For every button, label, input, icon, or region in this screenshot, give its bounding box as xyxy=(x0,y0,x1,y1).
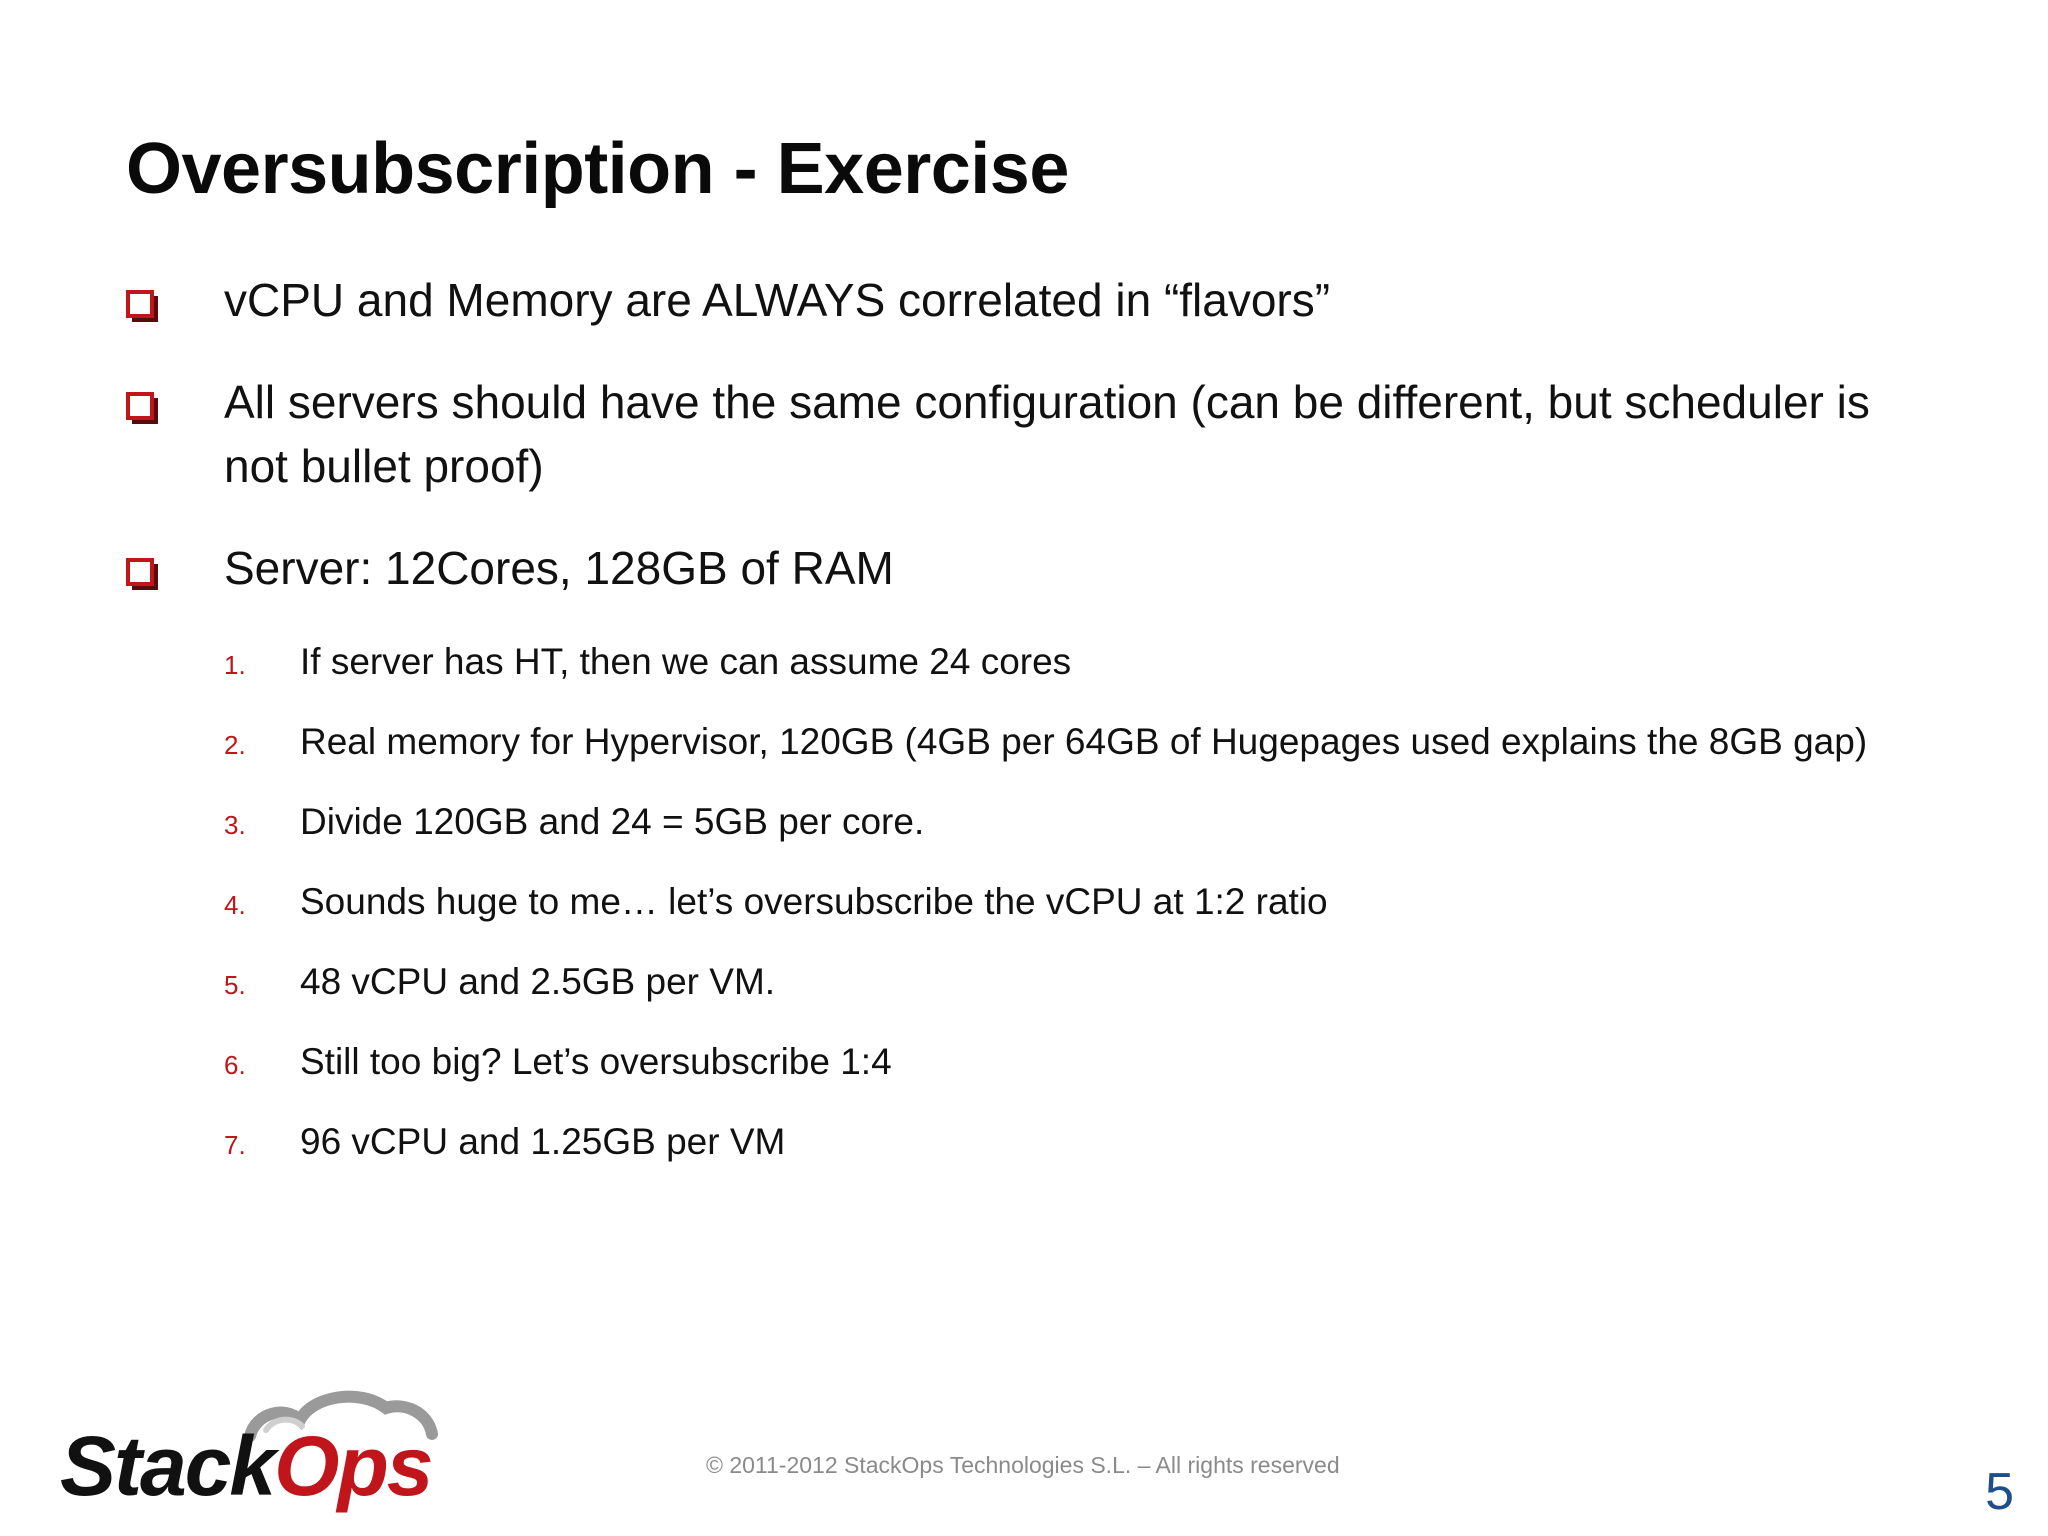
bullet-text: vCPU and Memory are ALWAYS correlated in “flavors” xyxy=(224,274,1331,326)
numbered-item xyxy=(224,798,924,849)
item-text: Divide 120GB and 24 = 5GB per core. xyxy=(300,801,925,842)
stackops-logo xyxy=(60,1360,480,1520)
item-number: 5. xyxy=(224,970,246,1000)
numbered-item xyxy=(224,958,775,1009)
numbered-item xyxy=(224,718,1867,769)
item-text: Still too big? Let’s oversubscribe 1:4 xyxy=(300,1041,892,1082)
item-number: 2. xyxy=(224,730,246,760)
footer-copyright: © 2011-2012 StackOps Technologies S.L. – All rights reserved xyxy=(706,1452,1340,1478)
item-number: 3. xyxy=(224,810,246,840)
item-number: 7. xyxy=(224,1130,246,1160)
item-text: Sounds huge to me… let’s oversubscribe the vCPU at 1:2 ratio xyxy=(300,881,1328,922)
bullet-text: All servers should have the same configuration (can be different, but scheduler is not bullet proof) xyxy=(224,376,1870,492)
logo-part-stack: Stack xyxy=(60,1419,275,1513)
numbered-item xyxy=(224,1038,892,1089)
item-text: 48 vCPU and 2.5GB per VM. xyxy=(300,961,776,1002)
checkbox-bullet-icon xyxy=(126,290,154,318)
logo-part-ops: Ops xyxy=(274,1419,432,1513)
numbered-item xyxy=(224,1118,785,1169)
bullet-item xyxy=(126,536,1946,600)
item-text: 96 vCPU and 1.25GB per VM xyxy=(300,1121,786,1162)
slide-title: Oversubscription - Exercise xyxy=(126,129,1069,209)
numbered-item xyxy=(224,638,1071,689)
checkbox-bullet-icon xyxy=(126,392,154,420)
numbered-item xyxy=(224,878,1328,929)
logo-wordmark xyxy=(60,1418,432,1515)
bullet-item xyxy=(126,268,1946,332)
bullet-item xyxy=(126,370,1946,498)
bullet-text: Server: 12Cores, 128GB of RAM xyxy=(224,542,894,594)
item-text: If server has HT, then we can assume 24 cores xyxy=(300,641,1072,682)
checkbox-bullet-icon xyxy=(126,558,154,586)
item-number: 4. xyxy=(224,890,246,920)
item-number: 6. xyxy=(224,1050,246,1080)
page-number: 5 xyxy=(1985,1463,2014,1521)
item-number: 1. xyxy=(224,650,246,680)
item-text: Real memory for Hypervisor, 120GB (4GB per 64GB of Hugepages used explains the 8GB gap) xyxy=(300,721,1868,762)
